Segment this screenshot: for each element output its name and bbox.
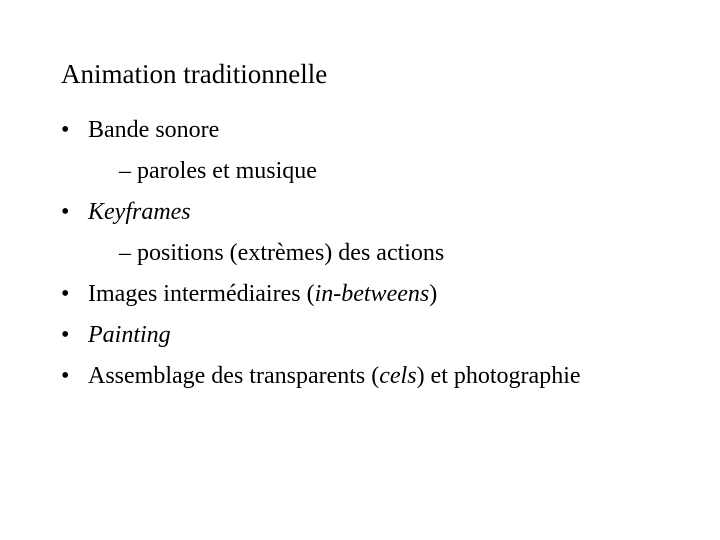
bullet-item xyxy=(61,194,711,235)
bullet-text: Assemblage des transparents (cels) et photographie xyxy=(88,363,581,389)
bullet-icon: • xyxy=(61,281,70,307)
sub-item xyxy=(61,153,711,194)
sub-item-text: – paroles et musique xyxy=(119,158,317,184)
bullet-item xyxy=(61,112,711,153)
bullet-icon: • xyxy=(61,363,70,389)
bullet-item xyxy=(61,276,711,317)
bullet-icon: • xyxy=(61,117,70,143)
bullet-icon: • xyxy=(61,199,70,225)
bullet-list xyxy=(61,112,711,399)
sub-item-text: – positions (extrèmes) des actions xyxy=(119,240,445,266)
bullet-item xyxy=(61,358,711,399)
bullet-text: Keyframes xyxy=(88,199,191,225)
bullet-text: Painting xyxy=(88,322,171,348)
bullet-icon: • xyxy=(61,322,70,348)
bullet-text: Bande sonore xyxy=(88,117,220,143)
bullet-text: Images intermédiaires (in-betweens) xyxy=(88,281,438,307)
slide-title: Animation traditionnelle xyxy=(61,59,328,89)
bullet-item xyxy=(61,317,711,358)
sub-item xyxy=(61,235,711,276)
